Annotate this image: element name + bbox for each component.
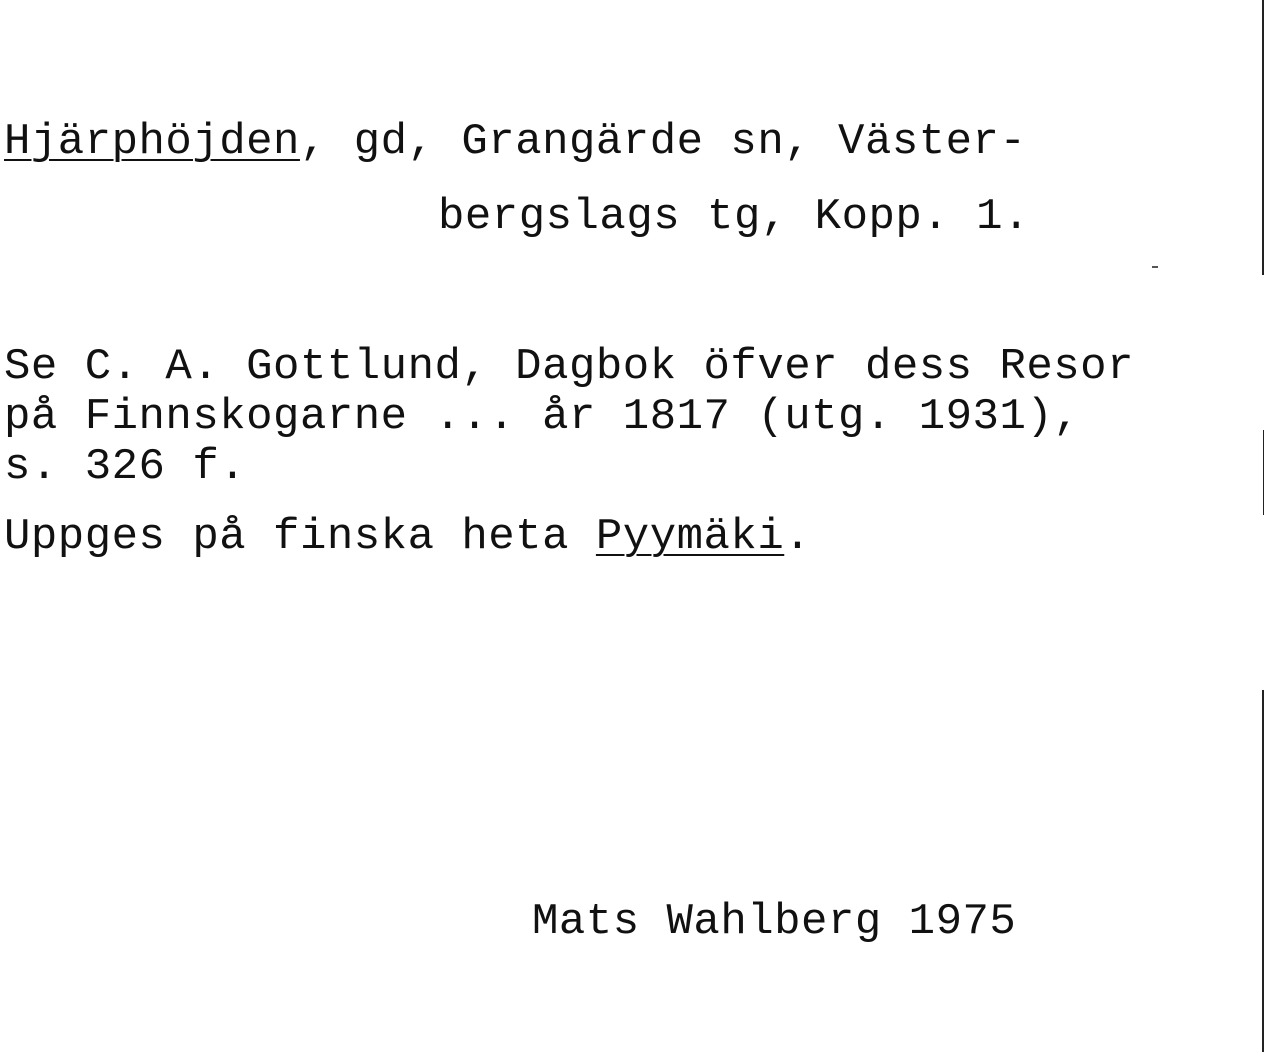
- note-prefix: Uppges på finska heta: [4, 512, 596, 562]
- note-line: [4, 512, 812, 562]
- card-edge-top: [1262, 0, 1264, 275]
- scan-speck: [1152, 266, 1158, 268]
- source-line-1: Se C. A. Gottlund, Dagbok öfver dess Resor: [4, 342, 1134, 392]
- heading-line-2: bergslags tg, Kopp. 1.: [438, 192, 1030, 242]
- finnish-name: Pyymäki: [595, 512, 785, 562]
- place-name: Hjärphöjden: [4, 117, 300, 167]
- note-suffix: .: [784, 512, 812, 562]
- card-edge-bottom: [1262, 690, 1264, 1052]
- source-line-2: på Finnskogarne ... år 1817 (utg. 1931),: [4, 392, 1081, 442]
- signature: Mats Wahlberg 1975: [532, 897, 1017, 947]
- card-edge-mid: [1263, 430, 1264, 515]
- source-line-3: s. 326 f.: [4, 442, 247, 492]
- heading-rest: , gd, Grangärde sn, Väster-: [299, 117, 1027, 167]
- heading-line-1: [4, 117, 1027, 167]
